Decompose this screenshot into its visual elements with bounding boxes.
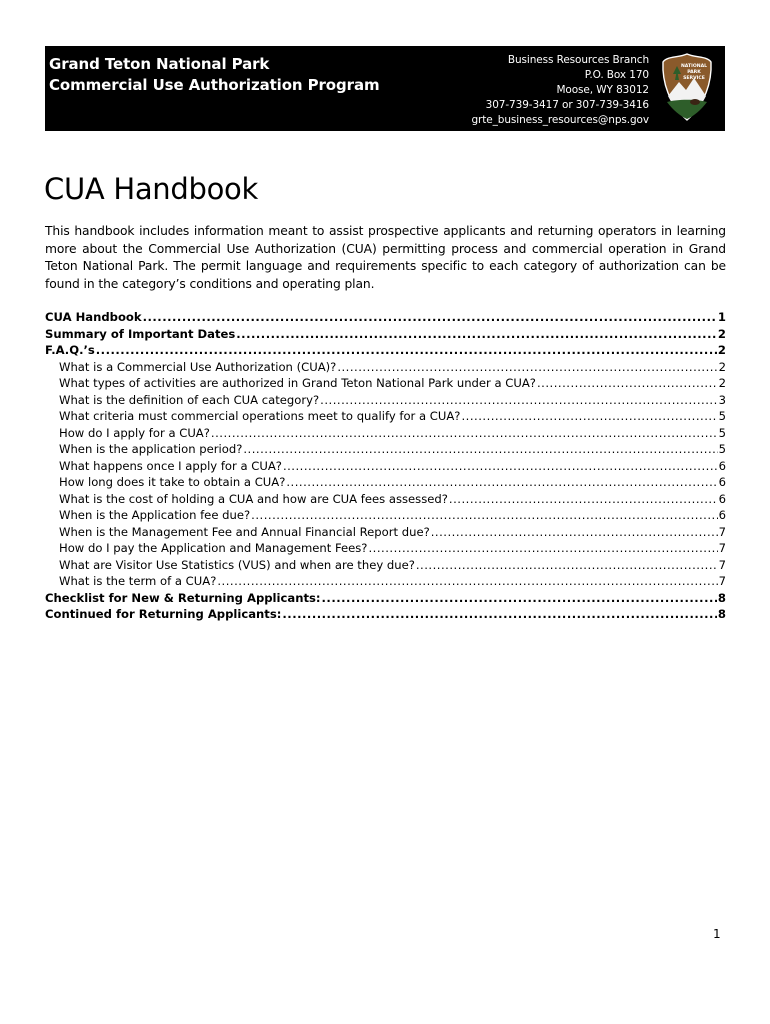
toc-leader-dots [449,491,718,508]
toc-entry-text: What is the term of a CUA? [59,574,217,588]
toc-leader-dots [283,458,718,475]
toc-entry-text: Checklist for New & Returning Applicants: [45,590,321,605]
contact-branch: Business Resources Branch [507,54,649,66]
toc-entry-how-to-apply[interactable] [45,425,726,442]
toc-entry-faqs[interactable] [45,342,726,359]
toc-entry-activity-types[interactable] [45,375,726,392]
toc-page-number: 7 [718,557,726,572]
toc-page-number: 8 [717,590,726,605]
intro-paragraph: This handbook includes information meant to assist prospective applicants and returning operators in learning more about the Commercial Use Authorization (CUA) permitting process and commercial operation in Grand Teton National Park. The permit language and requirements specific to each category of authorization can be found in the category’s conditions and operating plan. [45,224,726,291]
toc-leader-dots [337,359,717,376]
toc-leader-dots [251,507,717,524]
nps-arrowhead-logo-icon [661,52,713,122]
toc-page-number: 7 [718,541,726,555]
toc-entry-qualification-criteria[interactable] [45,408,726,425]
contact-city: Moose, WY 83012 [556,84,649,96]
toc-entry-text: How do I pay the Application and Management Fees? [59,541,368,555]
toc-leader-dots [320,392,717,409]
toc-entry-important-dates[interactable] [45,326,726,343]
toc-entry-text: What criteria must commercial operations meet to qualify for a CUA? [59,409,461,423]
toc-leader-dots [322,590,717,607]
toc-entry-processing-time[interactable] [45,474,726,491]
toc-entry-how-to-pay[interactable] [45,540,726,557]
toc-entry-text: Summary of Important Dates [45,326,236,341]
toc-entry-management-fee-due[interactable] [45,524,726,541]
logo-text-service: SERVICE [683,76,705,81]
toc-entry-category-definition[interactable] [45,392,726,409]
toc-entry-text: What happens once I apply for a CUA? [59,458,282,473]
toc-entry-after-applying[interactable] [45,458,726,475]
toc-entry-text: How do I apply for a CUA? [59,425,210,440]
toc-page-number: 8 [717,607,726,621]
toc-entry-text: What is a Commercial Use Authorization (CUA)? [59,359,337,374]
toc-entry-text: Continued for Returning Applicants: [45,607,282,621]
toc-leader-dots [96,342,717,359]
toc-page-number: 7 [718,524,726,539]
contact-po-box: P.O. Box 170 [584,69,649,81]
toc-leader-dots [217,573,717,590]
toc-leader-dots [243,441,717,458]
toc-entry-text: When is the Management Fee and Annual Financial Report due? [59,524,430,539]
document-title: CUA Handbook [44,172,258,206]
toc-leader-dots [416,557,718,574]
toc-entry-visitor-use-statistics[interactable] [45,557,726,574]
toc-leader-dots [461,408,717,425]
toc-entry-text: What are Visitor Use Statistics (VUS) and when are they due? [59,557,415,572]
toc-leader-dots [286,474,717,491]
contact-block [471,53,649,128]
toc-entry-text: What types of activities are authorized in Grand Teton National Park under a CUA? [59,376,536,390]
toc-page-number: 5 [718,409,726,423]
toc-entry-application-period[interactable] [45,441,726,458]
toc-page-number: 6 [718,458,726,473]
toc-page-number: 5 [718,425,726,440]
header-banner [45,46,725,131]
contact-phone: 307-739-3417 or 307-739-3416 [485,99,649,111]
toc-entry-text: What is the definition of each CUA category? [59,392,320,407]
toc-page-number: 6 [718,508,726,522]
toc-entry-cost-and-fees[interactable] [45,491,726,508]
toc-entry-text: CUA Handbook [45,310,142,324]
toc-page-number: 6 [718,491,726,506]
park-name: Grand Teton National Park [49,55,270,73]
toc-page-number: 5 [718,442,726,456]
toc-leader-dots [431,524,718,541]
toc-entry-text: When is the application period? [59,442,243,456]
toc-page-number: 6 [718,475,726,489]
toc-page-number: 2 [717,326,726,341]
toc-page-number: 1 [717,310,726,324]
toc-page-number: 2 [718,376,726,390]
toc-entry-text: F.A.Q.’s [45,343,95,357]
toc-page-number: 2 [717,343,726,357]
toc-entry-what-is-cua[interactable] [45,359,726,376]
toc-entry-text: What is the cost of holding a CUA and how are CUA fees assessed? [59,491,448,506]
toc-entry-returning-applicants[interactable] [45,606,726,623]
toc-leader-dots [368,540,717,557]
toc-entry-cua-handbook[interactable] [45,309,726,326]
park-program-title [49,54,380,96]
page-number: 1 [713,927,721,941]
toc-page-number: 2 [718,359,726,374]
toc-entry-checklist[interactable] [45,590,726,607]
toc-entry-application-fee-due[interactable] [45,507,726,524]
toc-leader-dots [143,309,717,326]
logo-text-park: PARK [687,70,701,75]
toc-leader-dots [282,606,717,623]
toc-page-number: 3 [718,392,726,407]
toc-entry-text: How long does it take to obtain a CUA? [59,475,286,489]
toc-entry-text: When is the Application fee due? [59,508,251,522]
toc-leader-dots [211,425,718,442]
toc-entry-cua-term[interactable] [45,573,726,590]
contact-email[interactable]: grte_business_resources@nps.gov [471,114,649,126]
toc-page-number: 7 [718,574,726,588]
logo-text-national: NATIONAL [680,64,708,69]
table-of-contents [45,309,726,623]
toc-leader-dots [236,326,717,343]
toc-leader-dots [537,375,718,392]
program-name: Commercial Use Authorization Program [49,76,380,94]
